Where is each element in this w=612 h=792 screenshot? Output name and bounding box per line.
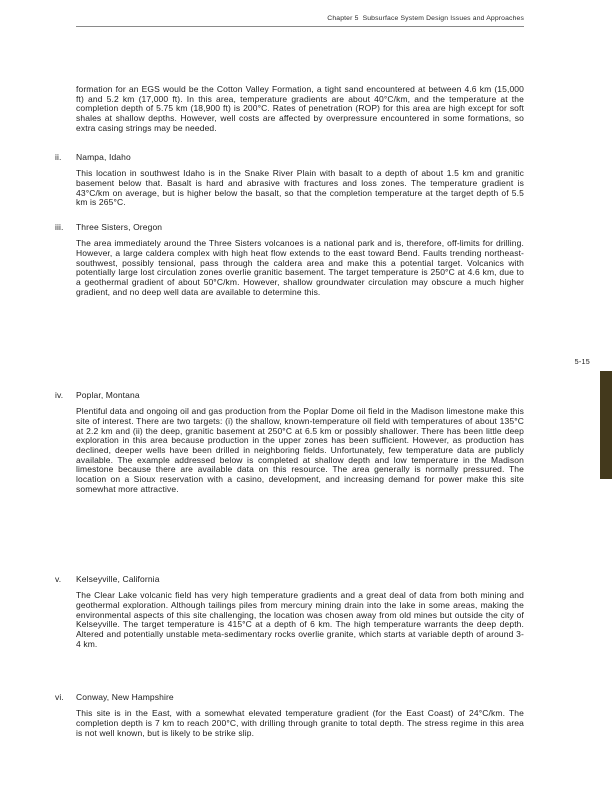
section-body: This site is in the East, with a somewhat elevated temperature gradient (for the East Coast) of 24°C/km. The completion depth is 7 km to reach 200°C, with drilling through granite to total depth. The stress regime in this area is not well known, but is likely to be strike slip. — [76, 708, 524, 738]
page-number: 5-15 — [574, 357, 590, 366]
section-numeral: ii. — [55, 152, 62, 162]
chapter-tab-marker — [600, 371, 612, 479]
section-kelseyville-california — [55, 574, 524, 649]
section-body: The Clear Lake volcanic field has very high temperature gradients and a great deal of data from both mining and geothermal exploration. Although tailings piles from mercury mining drain into the lake in some areas, making the environmental aspects of this site challenging, the location was chosen away from old mines but outside the city of Kelseyville. The target temperature is 415°C at a depth of 6 km. The high temperature warrants the deep depth. Altered and potentially unstable meta-sedimentary rocks overlie granite, which starts at variable depth of around 3-4 km. — [76, 590, 524, 649]
section-three-sisters-oregon — [55, 222, 524, 297]
section-heading — [55, 222, 524, 233]
section-numeral: v. — [55, 574, 62, 584]
section-title: Three Sisters, Oregon — [76, 222, 163, 232]
section-body: Plentiful data and ongoing oil and gas production from the Poplar Dome oil field in the Madison limestone make this site of interest. There are two targets: (i) the shallow, known-temperature oil field with temperatures of about 135°C at 2.2 km and (ii) the deep, granitic basement at 250°C at 6.5 km or possibly shallower. There has been little deep exploration in this area because production in the upper zones has been sufficient. However, as production has declined, deeper wells have been drilled in neighboring fields. Unfortunately, few temperature data are publicly available. The example addressed below is completed at shallow depth and low temperature in the Madison limestone because there are available data on this resource. The area generally is normally pressured. The location on a Sioux reservation with a casino, development, and increasing demand for power make this site somewhat more attractive. — [76, 406, 524, 494]
section-heading — [55, 152, 524, 163]
section-numeral: iv. — [55, 390, 64, 400]
section-nampa-idaho — [55, 152, 524, 208]
section-heading — [55, 390, 524, 401]
section-numeral: vi. — [55, 692, 64, 702]
header-rule — [76, 26, 524, 27]
section-conway-new-hampshire — [55, 692, 524, 738]
section-title: Conway, New Hampshire — [76, 692, 174, 702]
running-header: Chapter 5 Subsurface System Design Issues and Approaches — [327, 15, 524, 22]
section-title: Poplar, Montana — [76, 390, 140, 400]
section-heading — [55, 574, 524, 585]
section-body: This location in southwest Idaho is in the Snake River Plain with basalt to a depth of about 1.5 km and granitic basement below that. Basalt is hard and abrasive with fractures and loss zones. The temperature gradient is 43°C/km on average, but is higher below the basalt, so that the completion temperature at the target depth of 5.5 km is 265°C. — [76, 168, 524, 208]
section-heading — [55, 692, 524, 703]
section-poplar-montana — [55, 390, 524, 495]
section-body: The area immediately around the Three Sisters volcanoes is a national park and is, therefore, off-limits for drilling. However, a large caldera complex with high heat flow extends to the east toward Bend. Faults trending northeast-southwest, possibly tensional, pass through the caldera area and make this a potential target. Volcanics with potentially large lost circulation zones overlie granitic basement. The target temperature is 250°C at 4.6 km, due to a geothermal gradient of about 50°C/km. However, shallow groundwater circulation may obscure a much higher gradient, and no deep well data are available to determine this. — [76, 238, 524, 297]
intro-paragraph: formation for an EGS would be the Cotton Valley Formation, a tight sand encountered at between 4.6 km (15,000 ft) and 5.2 km (17,000 ft). In this area, temperature gradients are about 40°C/km, and the temperature at the completion depth of 5.75 km (18,900 ft) is 200°C. Rates of penetration (ROP) for this area are high except for soft shales at shallow depths. However, well costs are affected by overpressure encountered in some formations, so extra casing strings may be needed. — [76, 84, 524, 133]
section-title: Nampa, Idaho — [76, 152, 131, 162]
section-numeral: iii. — [55, 222, 64, 232]
section-title: Kelseyville, California — [76, 574, 160, 584]
